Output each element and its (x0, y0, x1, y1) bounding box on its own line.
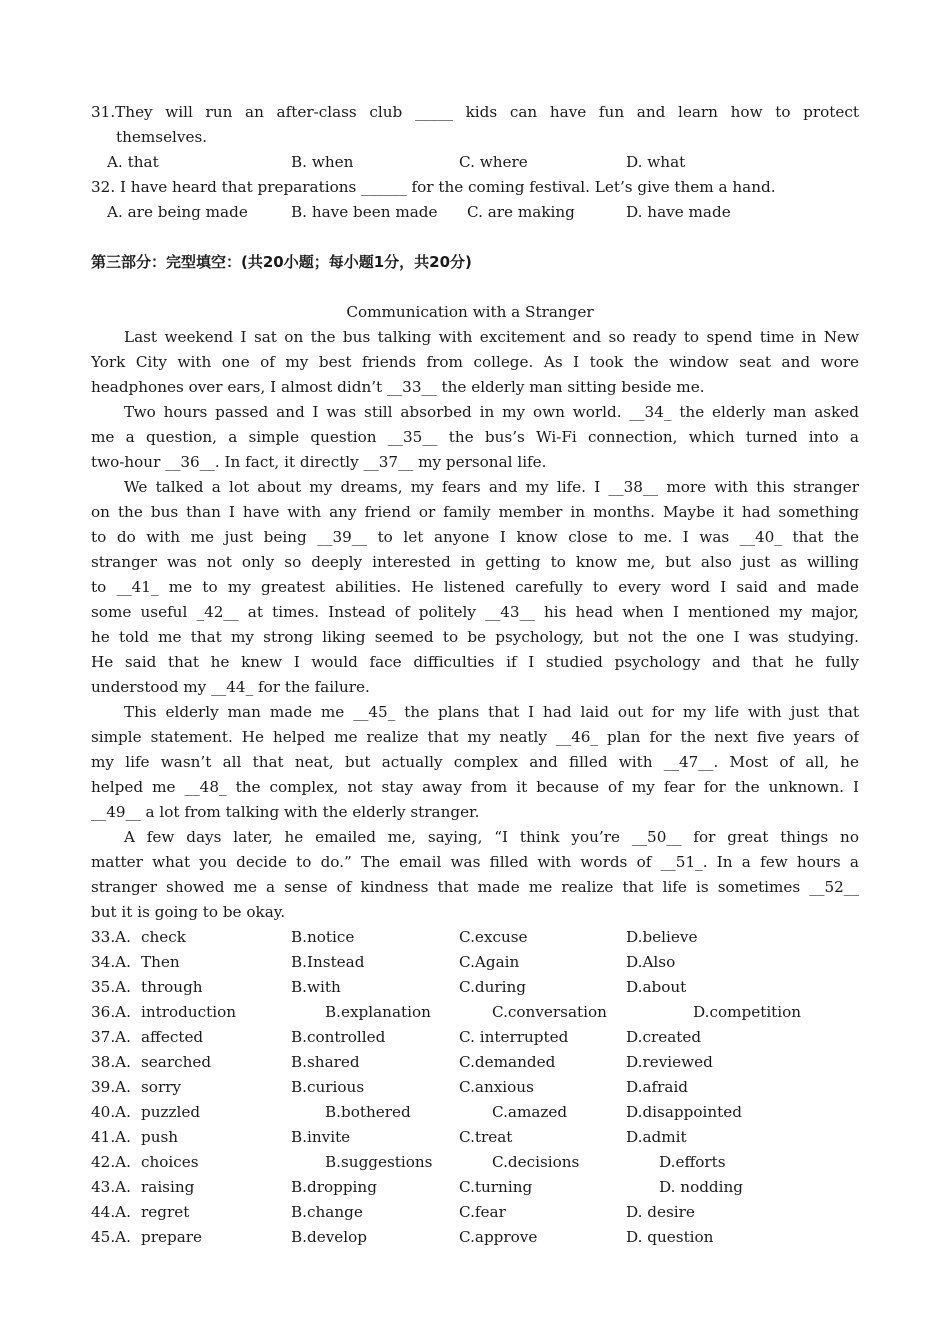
passage-line: on the bus than I have with any friend or family member in months. Maybe it had something (91, 503, 859, 521)
question-31-options (91, 150, 859, 175)
passage-line: he told me that my strong liking seemed to be psychology, but not the one I was studying. (91, 628, 859, 646)
passage-line: matter what you decide to do.” The email was filled with words of __51_. In a few hours a (91, 853, 859, 871)
question-32-options (91, 200, 859, 225)
passage-line: stranger was not only so deeply interested in getting to know me, but also just as willing (91, 553, 859, 571)
cloze-question-35: 35.A. through B.with C.during D.about (91, 978, 687, 996)
cloze-question-45: 45.A. prepare B.develop C.approve D. question (91, 1228, 714, 1246)
cloze-question-43: 43.A. raising B.dropping C.turning D. nodding (91, 1178, 744, 1196)
cloze-question-36: 36.A. introduction B.explanation C.conversation D.competition (91, 1003, 802, 1021)
option-b: B. when (291, 153, 354, 171)
exam-page (91, 100, 859, 1250)
passage-line: to __41_ me to my greatest abilities. He listened carefully to every word I said and made (91, 578, 859, 596)
cloze-question-38: 38.A. searched B.shared C.demanded D.reviewed (91, 1053, 713, 1071)
passage-line: He said that he knew I would face difficulties if I studied psychology and that he fully (91, 653, 859, 671)
passage-line: A few days later, he emailed me, saying, “I think you’re __50__ for great things no (124, 828, 859, 846)
passage-line: __49__ a lot from talking with the elderly stranger. (91, 803, 480, 821)
passage-body (91, 325, 859, 925)
passage-line: me a question, a simple question __35__ the bus’s Wi-Fi connection, which turned into a (91, 428, 859, 446)
option-c: C. are making (467, 203, 575, 221)
passage-line: helped me __48_ the complex, not stay away from it because of my fear for the unknown. I (91, 778, 859, 796)
option-a: A. are being made (107, 203, 248, 221)
option-b: B. have been made (291, 203, 438, 221)
passage-line: stranger showed me a sense of kindness that made me realize that life is sometimes __52__ (91, 878, 859, 896)
passage-line: York City with one of my best friends from college. As I took the window seat and wore (91, 353, 859, 371)
cloze-question-40: 40.A. puzzled B.bothered C.amazed D.disappointed (91, 1103, 742, 1121)
cloze-question-39: 39.A. sorry B.curious C.anxious D.afraid (91, 1078, 689, 1096)
passage-line: This elderly man made me __45_ the plans that I had laid out for my life with just that (124, 703, 859, 721)
option-a: A. that (107, 153, 159, 171)
question-32-stem: 32. I have heard that preparations ______ for the coming festival. Let’s give them a hand. (91, 178, 776, 196)
passage-line: Last weekend I sat on the bus talking with excitement and so ready to spend time in New (124, 328, 859, 346)
cloze-question-34: 34.A. Then B.Instead C.Again D.Also (91, 953, 676, 971)
cloze-question-37: 37.A. affected B.controlled C. interrupted D.created (91, 1028, 702, 1046)
option-c: C. where (459, 153, 528, 171)
option-d: D. have made (626, 203, 731, 221)
option-d: D. what (626, 153, 686, 171)
passage-line: Two hours passed and I was still absorbed in my own world. __34_ the elderly man asked (124, 403, 859, 421)
question-31-stem-cont: themselves. (116, 128, 208, 146)
passage-line: my life wasn’t all that neat, but actually complex and filled with __47__. Most of all, he (91, 753, 859, 771)
passage-title: Communication with a Stranger (346, 303, 594, 321)
passage-line: two-hour __36__. In fact, it directly __37__ my personal life. (91, 453, 547, 471)
passage-line: simple statement. He helped me realize that my neatly __46_ plan for the next five years of (91, 728, 859, 746)
passage-line: but it is going to be okay. (91, 903, 286, 921)
passage-line: headphones over ears, I almost didn’t __33__ the elderly man sitting beside me. (91, 378, 705, 396)
passage-line: We talked a lot about my dreams, my fears and my life. I __38__ more with this stranger (124, 478, 859, 496)
section-heading: 第三部分：完型填空：(共20小题；每小题1分，共20分) (91, 253, 472, 271)
cloze-question-44: 44.A. regret B.change C.fear D. desire (91, 1203, 695, 1221)
cloze-options (91, 925, 859, 1250)
passage-line: some useful _42__ at times. Instead of politely __43__ his head when I mentioned my major, (91, 603, 859, 621)
passage-line: to do with me just being __39__ to let anyone I know close to me. I was __40_ that the (91, 528, 859, 546)
passage-line: understood my __44_ for the failure. (91, 678, 370, 696)
cloze-question-41: 41.A. push B.invite C.treat D.admit (91, 1128, 687, 1146)
cloze-question-42: 42.A. choices B.suggestions C.decisions D.efforts (91, 1153, 726, 1171)
question-31-stem: 31.They will run an after-class club _____ kids can have fun and learn how to protect (91, 103, 859, 121)
cloze-question-33: 33.A. check B.notice C.excuse D.believe (91, 928, 698, 946)
